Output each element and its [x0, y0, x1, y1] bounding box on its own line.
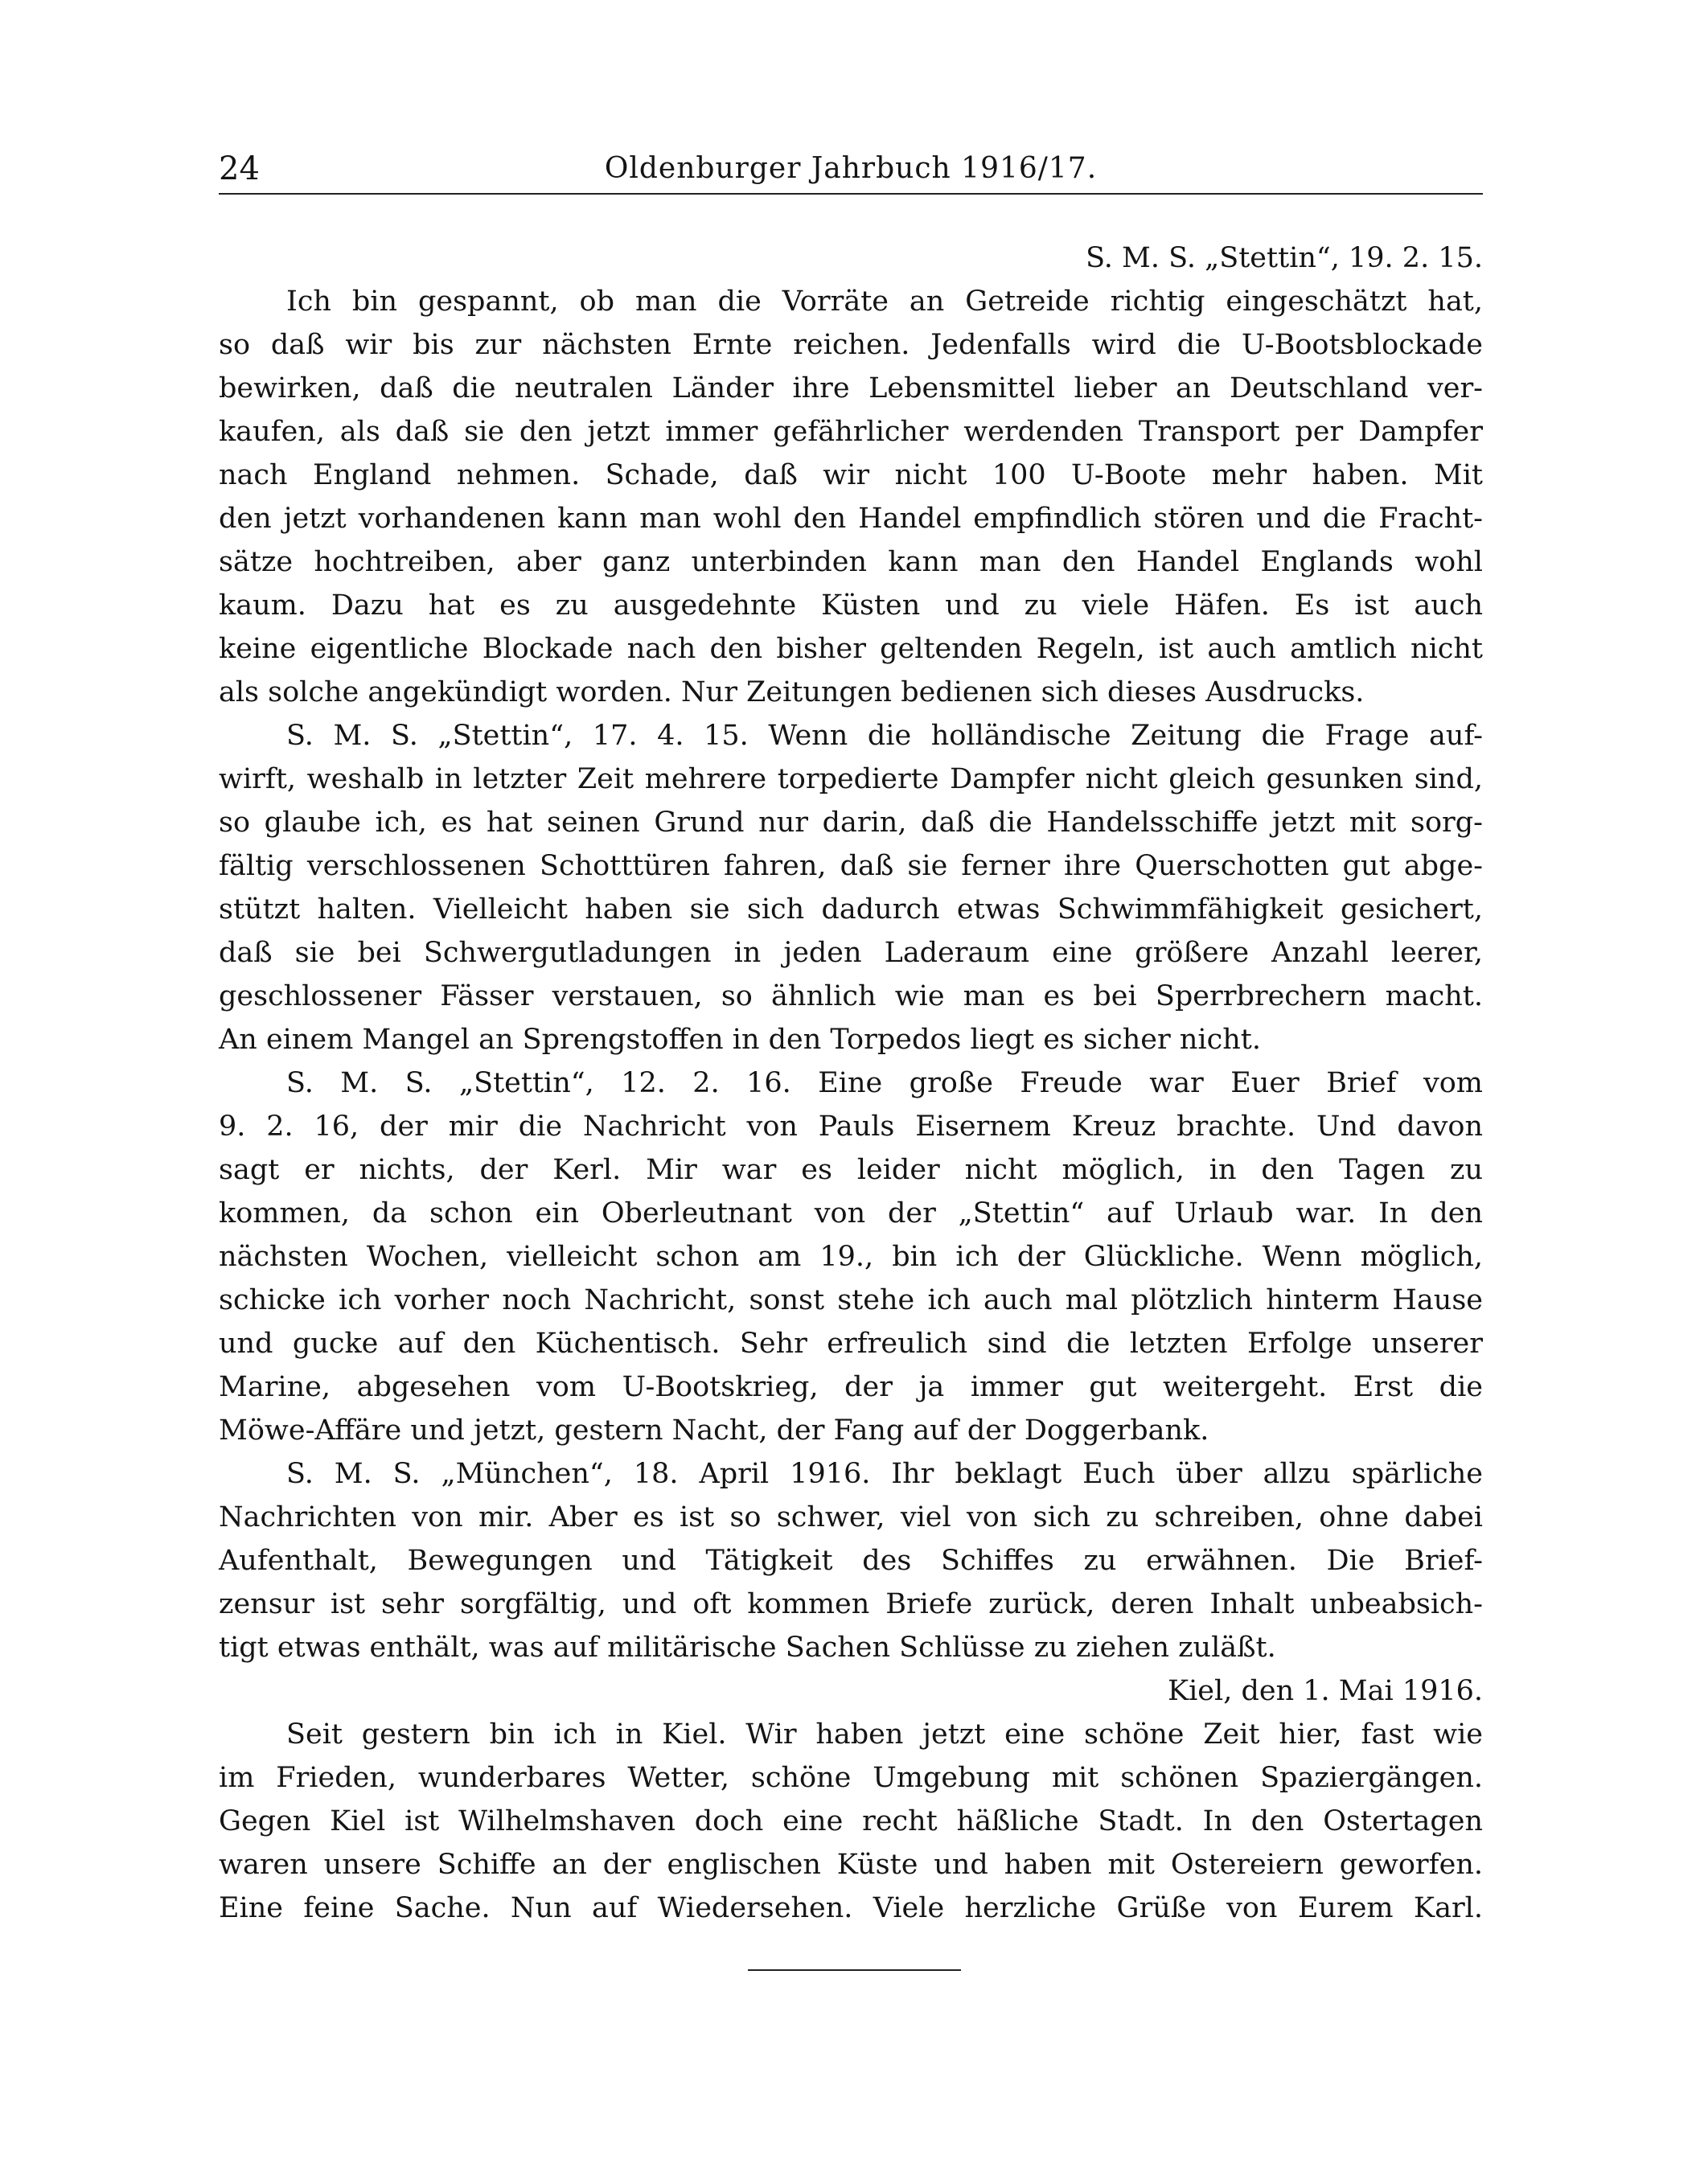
- text-line: Aufenthalt, Bewegungen und Tätigkeit des Schiffes zu erwähnen. Die Brief-: [219, 1545, 1483, 1577]
- running-head: [219, 146, 1483, 191]
- header-rule: [219, 193, 1483, 195]
- text-line: sagt er nichts, der Kerl. Mir war es leider nicht möglich, in den Tagen zu: [219, 1154, 1483, 1186]
- text-line: nächsten Wochen, vielleicht schon am 19., bin ich der Glückliche. Wenn möglich,: [219, 1241, 1483, 1273]
- text-line: als solche angekündigt worden. Nur Zeitungen bedienen sich dieses Ausdrucks.: [219, 676, 1365, 708]
- text-line: Eine feine Sache. Nun auf Wiedersehen. Viele herzliche Grüße von Eurem Karl.: [219, 1892, 1483, 1924]
- text-line: stützt halten. Vielleicht haben sie sich dadurch etwas Schwimmfähigkeit gesichert,: [219, 893, 1483, 926]
- text-line: Gegen Kiel ist Wilhelmshaven doch eine recht häßliche Stadt. In den Ostertagen: [219, 1805, 1483, 1837]
- text-line: so daß wir bis zur nächsten Ernte reichen. Jedenfalls wird die U-Bootsblockade: [219, 329, 1483, 361]
- text-line: im Frieden, wunderbares Wetter, schöne Umgebung mit schönen Spaziergängen.: [219, 1762, 1483, 1794]
- text-line: fältig verschlossenen Schotttüren fahren, daß sie ferner ihre Querschotten gut abge-: [219, 850, 1483, 882]
- text-line: kommen, da schon ein Oberleutnant von der „Stettin“ auf Urlaub war. In den: [219, 1197, 1483, 1230]
- dateline-stettin-1915-02: S. M. S. „Stettin“, 19. 2. 15.: [1086, 242, 1483, 274]
- text-line: nach England nehmen. Schade, daß wir nicht 100 U-Boote mehr haben. Mit: [219, 459, 1483, 491]
- text-line: 9. 2. 16, der mir die Nachricht von Pauls Eisernem Kreuz brachte. Und davon: [219, 1110, 1483, 1143]
- text-line: bewirken, daß die neutralen Länder ihre Lebensmittel lieber an Deutschland ver-: [219, 372, 1483, 404]
- text-line: Möwe-Affäre und jetzt, gestern Nacht, der Fang auf der Doggerbank.: [219, 1414, 1209, 1447]
- text-line: Ich bin gespannt, ob man die Vorräte an Getreide richtig eingeschätzt hat,: [286, 285, 1483, 318]
- closing-rule: [748, 1969, 961, 1971]
- text-line: geschlossener Fässer verstauen, so ähnlich wie man es bei Sperrbrechern macht.: [219, 980, 1483, 1012]
- text-line: kaum. Dazu hat es zu ausgedehnte Küsten und zu viele Häfen. Es ist auch: [219, 589, 1483, 622]
- text-line: kaufen, als daß sie den jetzt immer gefährlicher werdenden Transport per Dampfer: [219, 416, 1483, 448]
- text-line: den jetzt vorhandenen kann man wohl den Handel empfindlich stören und die Fracht-: [219, 503, 1483, 535]
- text-line: tigt etwas enthält, was auf militärische Sachen Schlüsse zu ziehen zuläßt.: [219, 1632, 1276, 1664]
- text-line: wirft, weshalb in letzter Zeit mehrere torpedierte Dampfer nicht gleich gesunken sind,: [219, 763, 1483, 795]
- text-line: An einem Mangel an Sprengstoffen in den Torpedos liegt es sicher nicht.: [219, 1024, 1261, 1056]
- journal-title: Oldenburger Jahrbuch 1916/17.: [604, 152, 1098, 185]
- text-line: waren unsere Schiffe an der englischen Küste und haben mit Ostereiern geworfen.: [219, 1849, 1483, 1881]
- text-line: S. M. S. „Stettin“, 12. 2. 16. Eine große Freude war Euer Brief vom: [286, 1067, 1483, 1099]
- text-line: S. M. S. „München“, 18. April 1916. Ihr beklagt Euch über allzu spärliche: [286, 1458, 1483, 1490]
- text-line: schicke ich vorher noch Nachricht, sonst stehe ich auch mal plötzlich hinterm Hause: [219, 1284, 1483, 1316]
- text-line: zensur ist sehr sorgfältig, und oft kommen Briefe zurück, deren Inhalt unbeabsich-: [219, 1588, 1483, 1620]
- text-line: und gucke auf den Küchentisch. Sehr erfreulich sind die letzten Erfolge unserer: [219, 1328, 1483, 1360]
- text-line: sätze hochtreiben, aber ganz unterbinden kann man den Handel Englands wohl: [219, 546, 1483, 578]
- text-line: Marine, abgesehen vom U-Bootskrieg, der ja immer gut weitergeht. Erst die: [219, 1371, 1483, 1403]
- text-line: so glaube ich, es hat seinen Grund nur darin, daß die Handelsschiffe jetzt mit sorg-: [219, 807, 1483, 839]
- dateline-kiel-1916-05: Kiel, den 1. Mai 1916.: [1167, 1675, 1483, 1707]
- letter-text: [219, 236, 1483, 1930]
- text-line: keine eigentliche Blockade nach den bisher geltenden Regeln, ist auch amtlich nicht: [219, 633, 1483, 665]
- text-line: daß sie bei Schwergutladungen in jeden Laderaum eine größere Anzahl leerer,: [219, 937, 1483, 969]
- text-line: S. M. S. „Stettin“, 17. 4. 15. Wenn die holländische Zeitung die Frage auf-: [286, 720, 1483, 752]
- text-line: Nachrichten von mir. Aber es ist so schwer, viel von sich zu schreiben, ohne dabei: [219, 1501, 1483, 1533]
- text-line: Seit gestern bin ich in Kiel. Wir haben jetzt eine schöne Zeit hier, fast wie: [286, 1718, 1483, 1751]
- page-number: 24: [219, 150, 260, 187]
